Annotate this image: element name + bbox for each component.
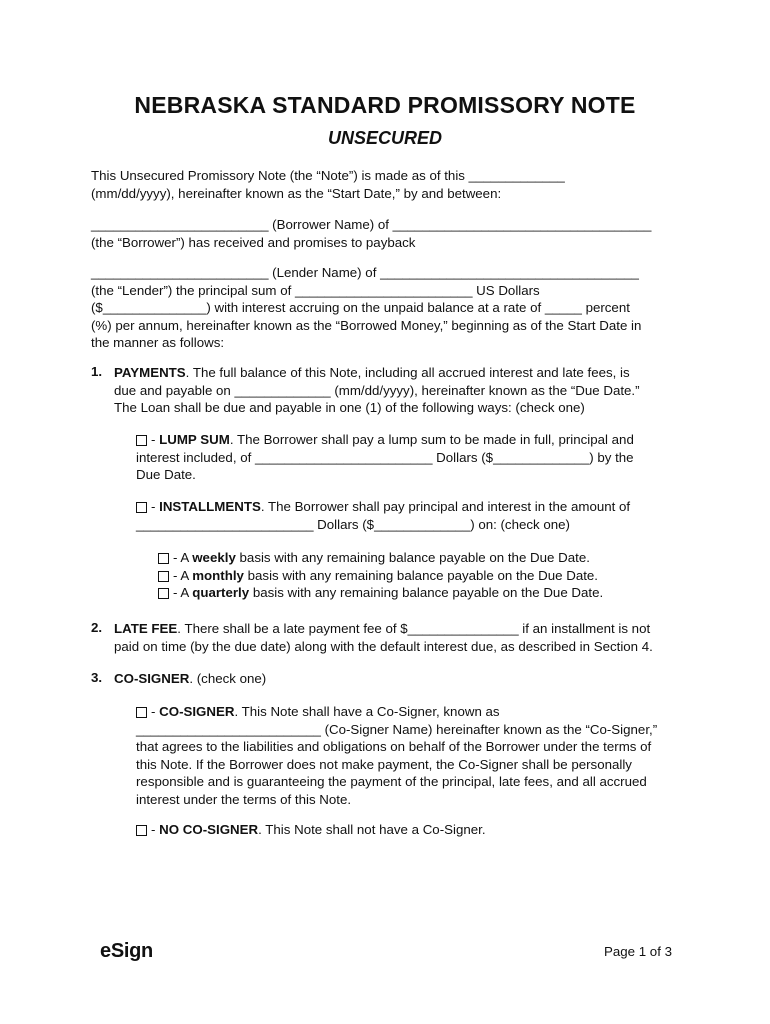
page-number: Page 1 of 3 xyxy=(603,944,672,959)
option-installments: - INSTALLMENTS. The Borrower shall pay principal and interest in the amount of ________________________ Dollars ($_____________) on: (check one) xyxy=(136,499,631,532)
frequency-option-weekly: - A weekly basis with any remaining balance payable on the Due Date. xyxy=(158,549,603,567)
intro-paragraph xyxy=(91,167,565,202)
borrower-line: (the “Borrower”) has received and promises to payback xyxy=(91,234,416,250)
lump-sum-checkbox[interactable] xyxy=(136,435,147,446)
esign-logo: eSign xyxy=(100,940,153,962)
co-signer-checkbox[interactable] xyxy=(136,707,147,718)
option-lump-sum: - LUMP SUM. The Borrower shall pay a lump sum to be made in full, principal and interest included, of ________________________ Dollars ($_____________) by the Due Date. xyxy=(136,432,634,482)
borrower-line: ________________________ (Borrower Name) of ___________________________________ xyxy=(91,217,652,232)
lender-line: (%) per annum, hereinafter known as the “Borrowed Money,” beginning as of the Start Date in xyxy=(91,317,642,333)
no-co-signer-checkbox[interactable] xyxy=(136,825,147,836)
section-co-signer: CO-SIGNER. (check one) xyxy=(114,671,267,686)
payments-line: PAYMENTS. The full balance of this Note, including all accrued interest and late fees, is xyxy=(114,365,630,380)
lender-line: (the “Lender”) the principal sum of ________________________ US Dollars xyxy=(91,282,540,298)
co-signer-heading: CO-SIGNER xyxy=(159,704,235,719)
payments-heading: PAYMENTS xyxy=(114,365,186,380)
co-signer-section-heading: CO-SIGNER xyxy=(114,671,190,686)
installments-checkbox[interactable] xyxy=(136,502,147,513)
payments-line: The Loan shall be due and payable in one (1) of the following ways: (check one) xyxy=(114,400,585,415)
document-title: NEBRASKA STANDARD PROMISSORY NOTE xyxy=(134,92,636,118)
lender-line: ($______________) with interest accruing on the unpaid balance at a rate of _____ percent xyxy=(91,300,630,315)
frequency-option-quarterly: - A quarterly basis with any remaining balance payable on the Due Date. xyxy=(158,584,603,602)
lender-line: the manner as follows: xyxy=(91,335,225,350)
weekly-checkbox[interactable] xyxy=(158,553,169,564)
option-no-co-signer: - NO CO-SIGNER. This Note shall not have a Co-Signer. xyxy=(136,821,486,839)
installments-heading: INSTALLMENTS xyxy=(159,499,261,514)
lender-paragraph xyxy=(91,264,641,352)
section-payments xyxy=(114,364,640,417)
section-3-number: 3. xyxy=(91,670,103,685)
lump-sum-heading: LUMP SUM xyxy=(159,432,230,447)
monthly-checkbox[interactable] xyxy=(158,571,169,582)
section-2-number: 2. xyxy=(91,620,103,635)
section-1-number: 1. xyxy=(91,364,103,379)
quarterly-checkbox[interactable] xyxy=(158,588,169,599)
section-late-fee: LATE FEE. There shall be a late payment fee of $_______________ if an installment is not paid on time (by the due date) along with the default interest due, as described in Section 4. xyxy=(114,621,653,654)
installment-frequency-options xyxy=(158,549,603,602)
lender-line: ________________________ (Lender Name) of ___________________________________ xyxy=(91,265,639,280)
intro-line: This Unsecured Promissory Note (the “Note”) is made as of this _____________ xyxy=(91,168,565,183)
document-subtitle: UNSECURED xyxy=(327,128,442,148)
payments-line: due and payable on _____________ (mm/dd/yyyy), hereinafter known as the “Due Date.” xyxy=(114,382,640,398)
option-co-signer: - CO-SIGNER. This Note shall have a Co-Signer, known as _________________________ (Co-Signer Name) hereinafter known as the “Co-Signer,” that agrees to the liabilities and obligations on behalf of the Borrower under the terms of this Note. If the Borrower does not make payment, the Co-Signer shall be personally responsible and is guaranteeing the payment of the principal, late fees, and all accrued interest under the terms of this Note. xyxy=(136,704,658,807)
borrower-paragraph xyxy=(91,216,651,251)
intro-line: (mm/dd/yyyy), hereinafter known as the “Start Date,” by and between: xyxy=(91,185,502,201)
late-fee-heading: LATE FEE xyxy=(114,621,178,636)
no-co-signer-heading: NO CO-SIGNER xyxy=(159,822,259,837)
frequency-option-monthly: - A monthly basis with any remaining balance payable on the Due Date. xyxy=(158,567,603,585)
